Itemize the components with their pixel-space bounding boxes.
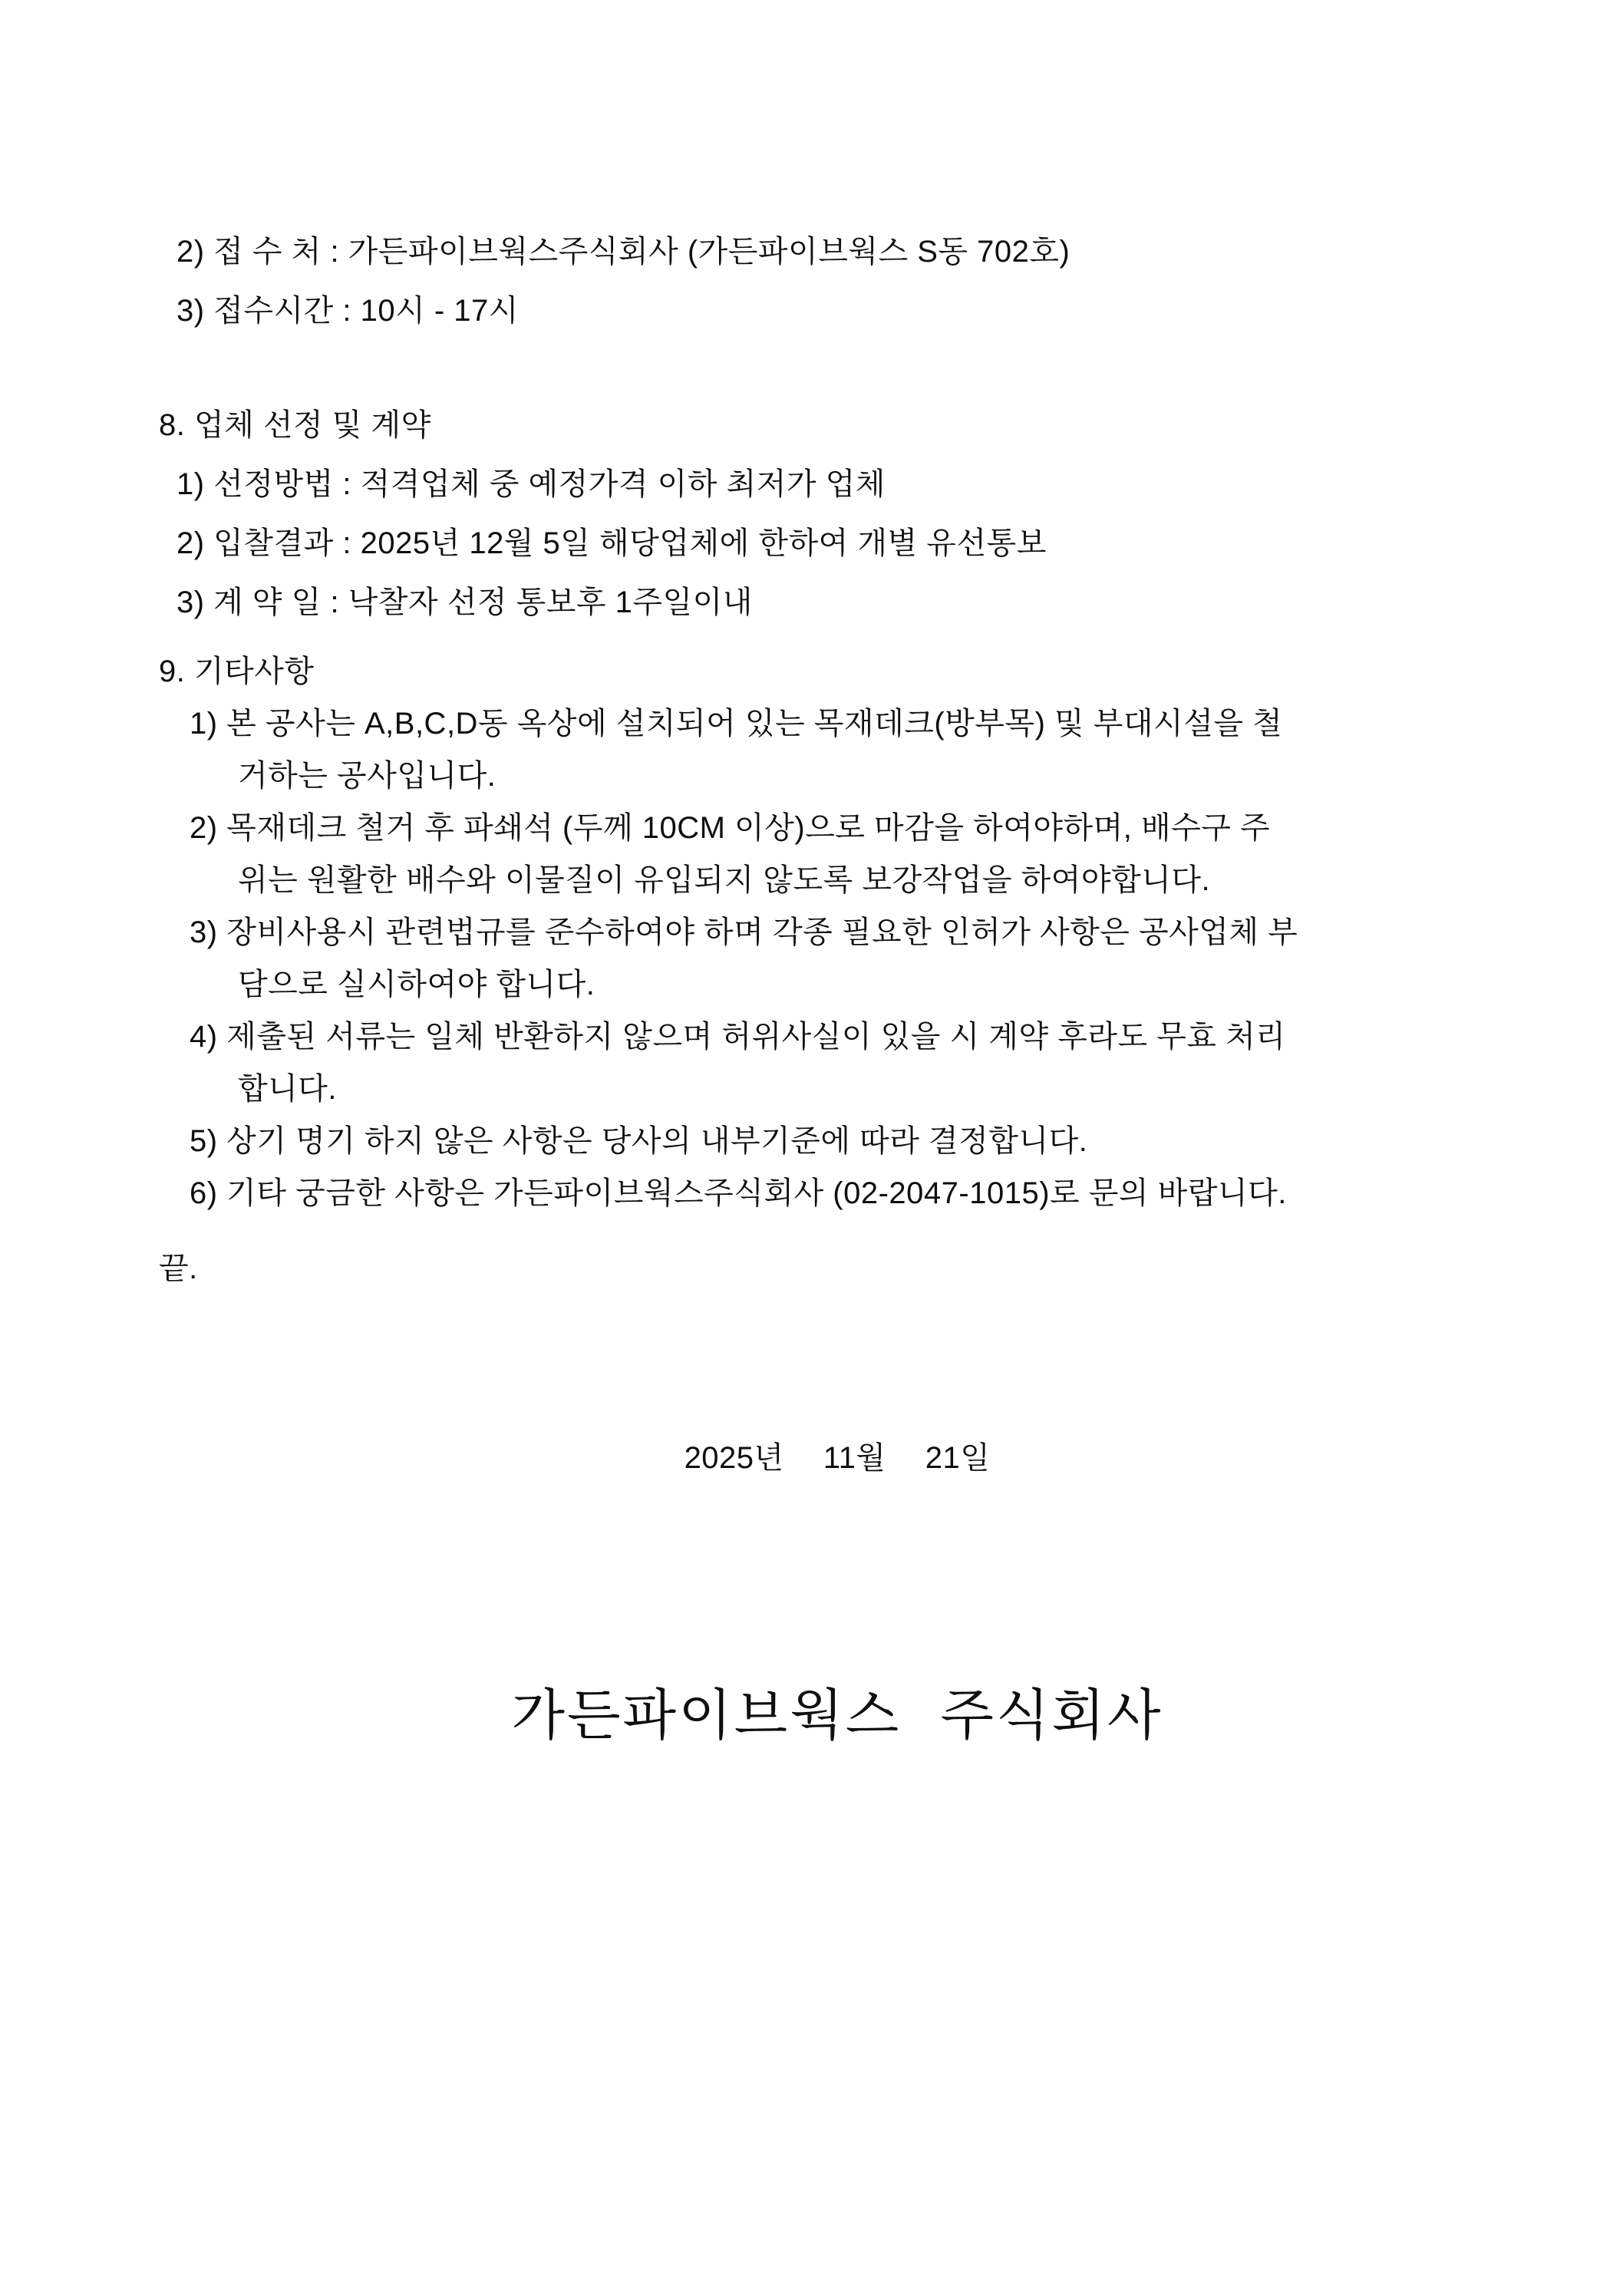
section-9-item-3-line-2: 담으로 실시하여야 합니다. — [238, 968, 595, 1001]
section-9-item-1-line-2: 거하는 공사입니다. — [238, 759, 496, 793]
section-9-item-2-line-2: 위는 원활한 배수와 이물질이 유입되지 않도록 보강작업을 하여야합니다. — [238, 863, 1211, 897]
section-9-item-1-line-1: 1) 본 공사는 A,B,C,D동 옥상에 설치되어 있는 목재데크(방부목) 및 부대시설을 철 — [190, 707, 1283, 741]
section-9-item-5: 5) 상기 명기 하지 않은 사항은 당사의 내부기준에 따라 결정합니다. — [190, 1124, 1088, 1158]
section-8-vendor-selection — [159, 396, 1516, 632]
receipt-place-item: 2) 접 수 처 : 가든파이브웍스주식회사 (가든파이브웍스 S동 702호) — [176, 235, 1070, 269]
company-signature: 가든파이브웍스 주식회사 — [511, 1685, 1163, 1747]
receipt-time-item: 3) 접수시간 : 10시 - 17시 — [176, 294, 519, 328]
section-9-item-6: 6) 기타 궁금한 사항은 가든파이브웍스주식회사 (02-2047-1015)로 문의 바랍니다. — [190, 1176, 1287, 1210]
section-9-item-4-line-2: 합니다. — [238, 1072, 338, 1106]
section-8-heading: 8. 업체 선정 및 계약 — [159, 408, 431, 442]
section-9-item-2-line-1: 2) 목재데크 철거 후 파쇄석 (두께 10CM 이상)으로 마감을 하여야하며, 배수구 주 — [190, 811, 1271, 845]
section-9-item-4-line-1: 4) 제출된 서류는 일체 반환하지 않으며 허위사실이 있을 시 계약 후라도 무효 처리 — [190, 1020, 1286, 1054]
document-date: 2025년 11월 21일 — [684, 1441, 991, 1475]
section-8-item-2: 2) 입찰결과 : 2025년 12월 5일 해당업체에 한하여 개별 유선통보 — [176, 526, 1047, 560]
section-8-item-3: 3) 계 약 일 : 낙찰자 선정 통보후 1주일이내 — [176, 586, 753, 619]
section-8-item-1: 1) 선정방법 : 적격업체 중 예정가격 이하 최저가 업체 — [176, 467, 886, 501]
section-9-item-3-line-1: 3) 장비사용시 관련법규를 준수하여야 하며 각종 필요한 인허가 사항은 공사업체 부 — [190, 915, 1298, 949]
section-9-heading: 9. 기타사항 — [159, 655, 315, 688]
section-9-misc — [159, 645, 1516, 1219]
closing-mark: 끝. — [159, 1252, 198, 1285]
